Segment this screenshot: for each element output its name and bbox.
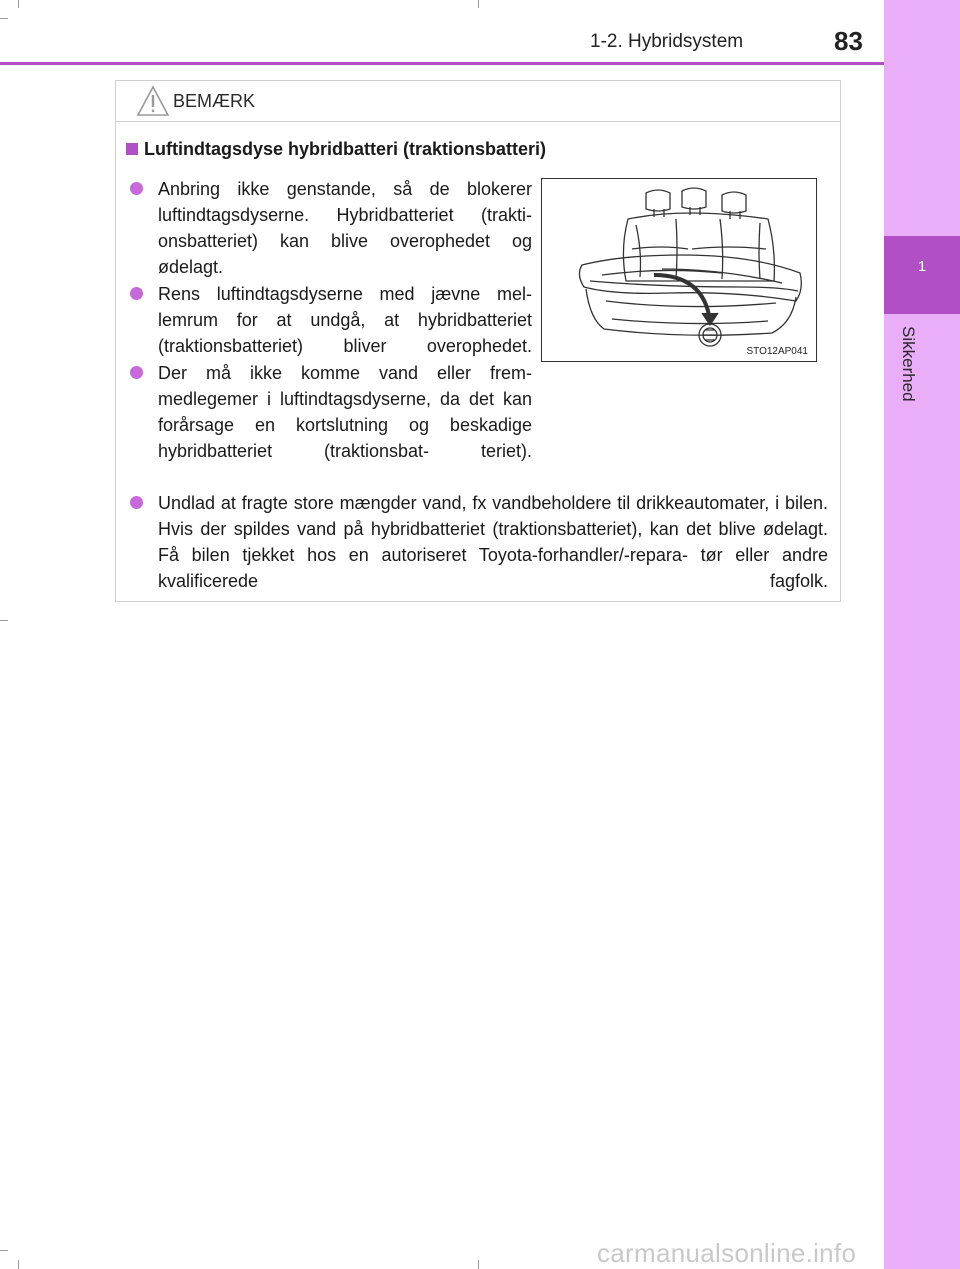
notice-label: BEMÆRK xyxy=(173,91,256,111)
crop-mark xyxy=(18,1260,19,1269)
subheading-text: Luftindtagsdyse hybridbatteri (traktionsbatteri) xyxy=(144,139,547,159)
bullet-icon xyxy=(130,182,143,195)
rear-seat-air-intake-icon xyxy=(542,179,816,361)
chapter-tab[interactable] xyxy=(884,236,960,314)
crop-mark xyxy=(478,0,479,8)
notice-header xyxy=(116,81,840,122)
subheading xyxy=(126,139,546,160)
square-bullet-icon xyxy=(126,143,138,155)
figure-code: STO12AP041 xyxy=(746,346,808,357)
list-item-text: Der må ikke komme vand eller frem- medlegemer i luftindtagsdyserne, da det kan forårsage en kortslutning og beskadige hybridbatteriet (traktionsbat- teriet). xyxy=(158,363,532,461)
header-rule xyxy=(0,62,884,65)
notice-box xyxy=(115,80,841,602)
watermark: carmanualsonline.info xyxy=(597,1238,857,1268)
list-item-text: Rens luftindtagsdyserne med jævne mel- lemrum for at undgå, at hybridbatteriet (traktionsbatteriet) bliver overophedet. xyxy=(158,284,532,356)
chapter-label-text: Sikkerhed xyxy=(899,326,918,402)
crop-mark xyxy=(478,1260,479,1269)
seat-illustration xyxy=(541,178,817,362)
warning-triangle-icon xyxy=(136,85,170,117)
bullet-icon xyxy=(130,496,143,509)
crop-mark xyxy=(0,1250,8,1251)
chapter-number: 1 xyxy=(917,258,927,275)
page-number: 83 xyxy=(834,26,863,56)
side-tab-strip xyxy=(884,0,960,1269)
list-item-text: Anbring ikke genstande, så de blokerer luftindtagsdyserne. Hybridbatteriet (trakti- onsbatteriet) kan blive overophedet og ødelagt. xyxy=(158,179,532,277)
section-title: 1-2. Hybridsystem xyxy=(590,31,744,52)
list-item-text: Undlad at fragte store mængder vand, fx vandbeholdere til drikkeautomater, i bilen. Hvis der spildes vand på hybridbatteriet (traktionsbatteriet), kan det blive ødelagt. Få bilen tjekket hos en autoriseret Toyota-forhandler/-repara- tør eller andre kvalificerede fagfolk. xyxy=(158,493,828,591)
crop-mark xyxy=(0,620,8,621)
crop-mark xyxy=(18,0,19,8)
bullet-icon xyxy=(130,366,143,379)
chapter-label xyxy=(885,326,918,416)
bullet-icon xyxy=(130,287,143,300)
crop-mark xyxy=(0,18,8,19)
